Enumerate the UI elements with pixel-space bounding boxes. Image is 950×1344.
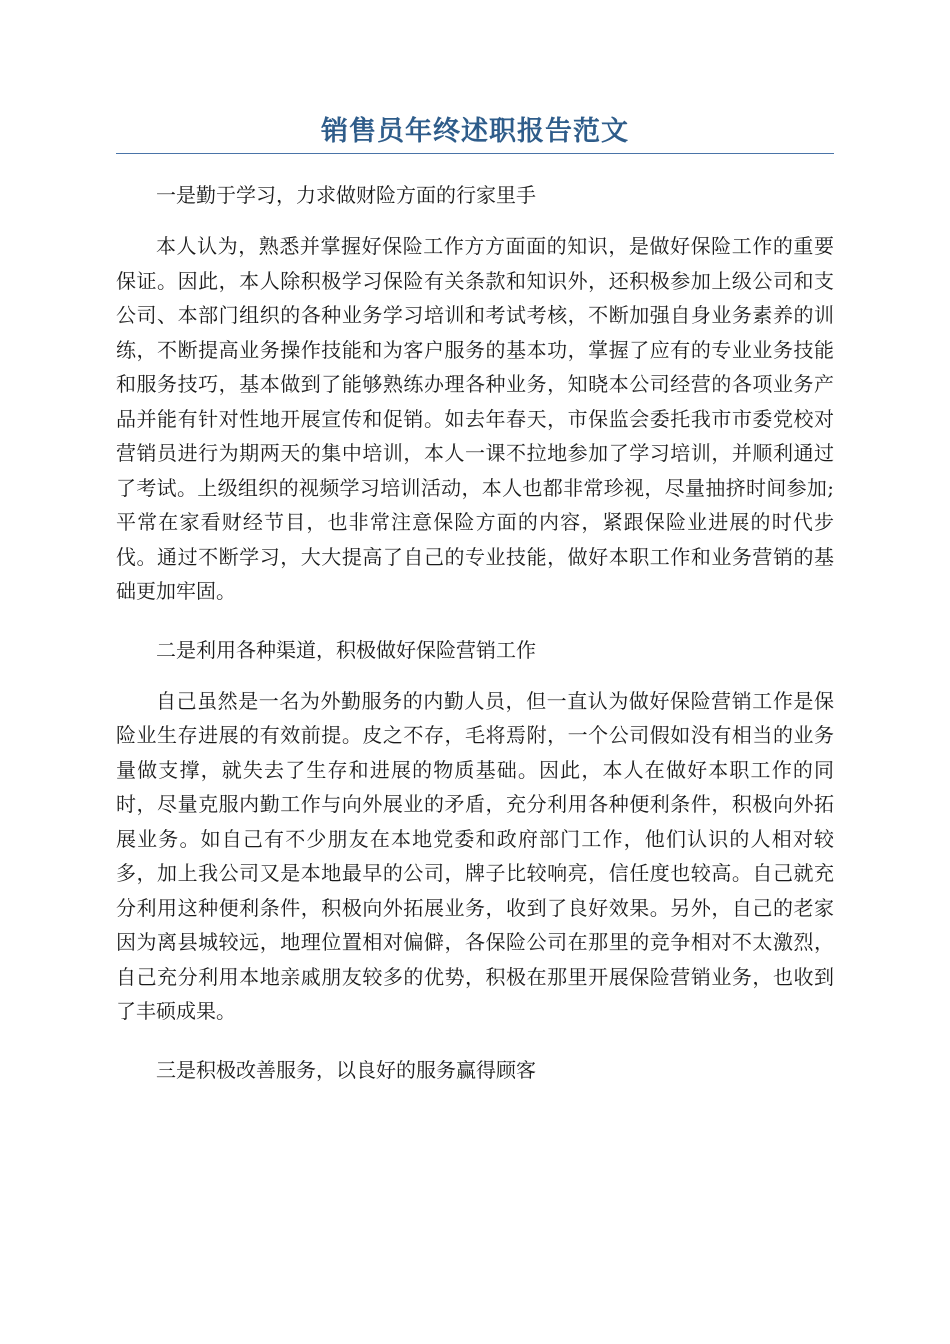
section-paragraph-2: 自己虽然是一名为外勤服务的内勤人员，但一直认为做好保险营销工作是保险业生存进展的有效前提。皮之不存，毛将焉附，一个公司假如没有相当的业务量做支撑，就失去了生存和进展的物质基础。因此，本人在做好本职工作的同时，尽量克服内勤工作与向外展业的矛盾，充分利用各种便利条件，积极向外拓展业务。如自己有不少朋友在本地党委和政府部门工作，他们认识的人相对较多，加上我公司又是本地最早的公司，牌子比较响亮，信任度也较高。自己就充分利用这种便利条件，积极向外拓展业务，收到了良好效果。另外，自己的老家因为离县城较远，地理位置相对偏僻，各保险公司在那里的竞争相对不太激烈，自己充分利用本地亲戚朋友较多的优势，积极在那里开展保险营销业务，也收到了丰硕成果。 [116,688,834,1023]
section-paragraph-1: 本人认为，熟悉并掌握好保险工作方方面面的知识，是做好保险工作的重要保证。因此，本人除积极学习保险有关条款和知识外，还积极参加上级公司和支公司、本部门组织的各种业务学习培训和考试考核，不断加强自身业务素养的训练，不断提高业务操作技能和为客户服务的基本功，掌握了应有的专业业务技能和服务技巧，基本做到了能够熟练办理各种业务，知晓本公司经营的各项业务产品并能有针对性地开展宣传和促销。如去年春天，市保监会委托我市市委党校对营销员进行为期两天的集中培训，本人一课不拉地参加了学习培训，并顺利通过了考试。上级组织的视频学习培训活动，本人也都非常珍视，尽量抽挤时间参加;平常在家看财经节目，也非常注意保险方面的内容，紧跟保险业进展的时代步伐。通过不断学习，大大提高了自己的专业技能，做好本职工作和业务营销的基础更加牢固。 [116,234,834,603]
title-underline [116,153,834,154]
document-page [116,112,834,1087]
document-title: 销售员年终述职报告范文 [321,116,629,147]
section-heading-1: 一是勤于学习，力求做财险方面的行家里手 [156,183,536,207]
section-heading-3: 三是积极改善服务，以良好的服务赢得顾客 [156,1057,536,1082]
section-heading-2: 二是利用各种渠道，积极做好保险营销工作 [156,637,536,662]
